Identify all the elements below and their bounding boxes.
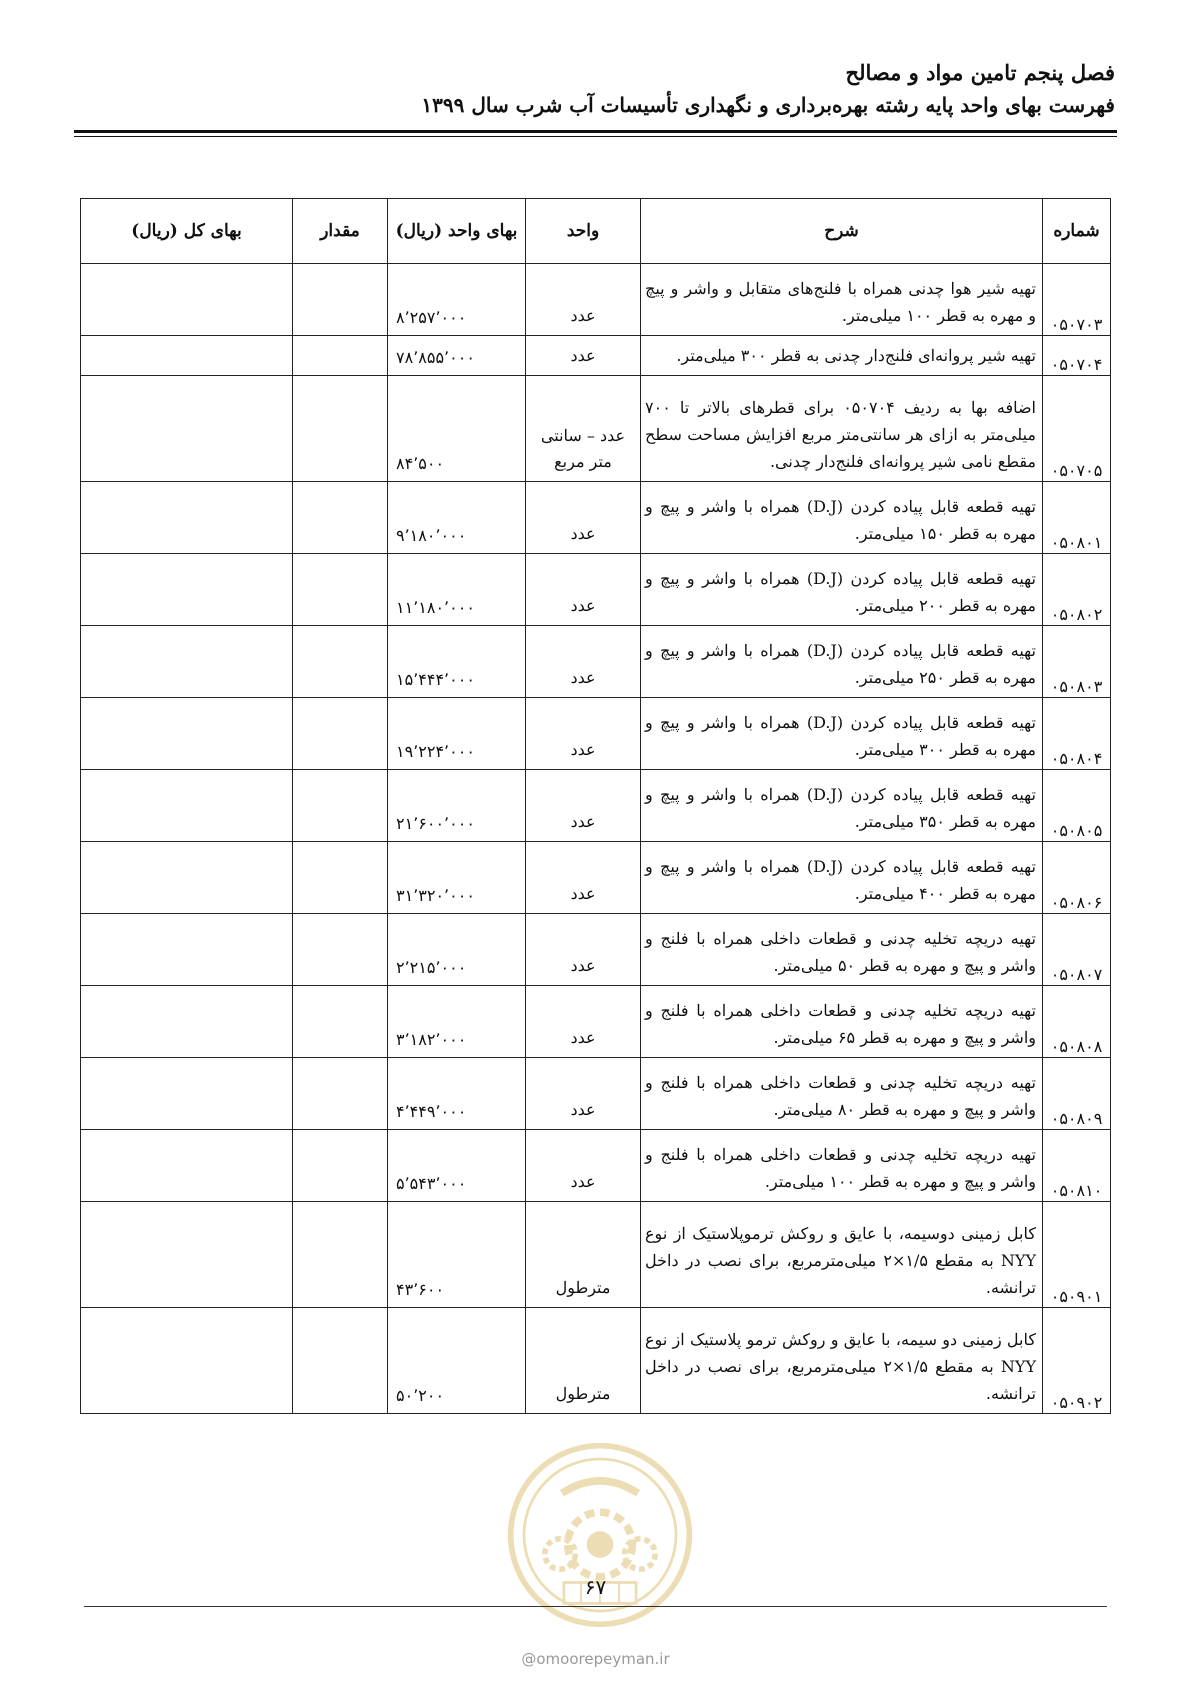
item-unit: عدد <box>526 698 641 770</box>
item-unit: عدد <box>526 1130 641 1202</box>
item-unit-price: ۵۰٬۲۰۰ <box>388 1308 526 1414</box>
item-unit: عدد <box>526 986 641 1058</box>
item-total-price <box>81 698 293 770</box>
page-header <box>75 58 1115 120</box>
item-unit: مترطول <box>526 1202 641 1308</box>
item-quantity <box>293 264 388 336</box>
item-description: تهیه دریچه تخلیه چدنی و قطعات داخلی همراه با فلنج و واشر و پیچ و مهره به قطر ۸۰ میلی‌متر. <box>641 1058 1043 1130</box>
item-quantity <box>293 482 388 554</box>
item-code: ۰۵۰۹۰۲ <box>1043 1308 1111 1414</box>
item-description: تهیه قطعه قابل پیاده کردن (D.J) همراه با واشر و پیچ و مهره به قطر ۲۵۰ میلی‌متر. <box>641 626 1043 698</box>
table-row <box>81 336 1111 376</box>
item-description: تهیه قطعه قابل پیاده کردن (D.J) همراه با واشر و پیچ و مهره به قطر ۳۰۰ میلی‌متر. <box>641 698 1043 770</box>
item-total-price <box>81 626 293 698</box>
item-unit-price: ۹٬۱۸۰٬۰۰۰ <box>388 482 526 554</box>
item-unit-price: ۱۱٬۱۸۰٬۰۰۰ <box>388 554 526 626</box>
footer-rule <box>84 1606 1107 1607</box>
page-number: ۶۷ <box>584 1575 607 1599</box>
column-header-unit-price: بهای واحد (ریال) <box>388 199 526 264</box>
table-row <box>81 914 1111 986</box>
table-row <box>81 698 1111 770</box>
item-description: اضافه بها به ردیف ۰۵۰۷۰۴ برای قطرهای بالاتر تا ۷۰۰ میلی‌متر به ازای هر سانتی‌متر مربع افزایش مساحت سطح مقطع نامی شیر پروانه‌ای فلنج‌دار چدنی. <box>641 376 1043 482</box>
column-header-unit: واحد <box>526 199 641 264</box>
item-description: تهیه دریچه تخلیه چدنی و قطعات داخلی همراه با فلنج و واشر و پیچ و مهره به قطر ۱۰۰ میلی‌متر. <box>641 1130 1043 1202</box>
item-unit: مترطول <box>526 1308 641 1414</box>
item-total-price <box>81 914 293 986</box>
item-description: تهیه دریچه تخلیه چدنی و قطعات داخلی همراه با فلنج و واشر و پیچ و مهره به قطر ۵۰ میلی‌متر. <box>641 914 1043 986</box>
item-unit: عدد <box>526 264 641 336</box>
item-quantity <box>293 376 388 482</box>
column-header-code: شماره <box>1043 199 1111 264</box>
item-quantity <box>293 842 388 914</box>
company-seal-icon <box>505 1440 695 1630</box>
table-row <box>81 770 1111 842</box>
item-description: تهیه قطعه قابل پیاده کردن (D.J) همراه با واشر و پیچ و مهره به قطر ۴۰۰ میلی‌متر. <box>641 842 1043 914</box>
table-row <box>81 1202 1111 1308</box>
item-quantity <box>293 986 388 1058</box>
item-code: ۰۵۰۸۰۱ <box>1043 482 1111 554</box>
table-row <box>81 264 1111 336</box>
item-quantity <box>293 1202 388 1308</box>
item-description: تهیه شیر هوا چدنی همراه با فلنج‌های متقابل و واشر و پیچ و مهره به قطر ۱۰۰ میلی‌متر. <box>641 264 1043 336</box>
item-unit-price: ۸۴٬۵۰۰ <box>388 376 526 482</box>
item-total-price <box>81 986 293 1058</box>
item-unit-price: ۱۹٬۲۲۴٬۰۰۰ <box>388 698 526 770</box>
table-row <box>81 376 1111 482</box>
item-unit-price: ۲۱٬۶۰۰٬۰۰۰ <box>388 770 526 842</box>
item-code: ۰۵۰۷۰۳ <box>1043 264 1111 336</box>
document-subtitle: فهرست بهای واحد پایه رشته بهره‌برداری و نگهداری تأسیسات آب شرب سال ۱۳۹۹ <box>421 93 1115 117</box>
item-code: ۰۵۰۸۰۴ <box>1043 698 1111 770</box>
item-total-price <box>81 376 293 482</box>
item-total-price <box>81 482 293 554</box>
table-row <box>81 1308 1111 1414</box>
item-code: ۰۵۰۸۰۵ <box>1043 770 1111 842</box>
item-total-price <box>81 336 293 376</box>
item-unit: عدد <box>526 336 641 376</box>
item-code: ۰۵۰۸۰۲ <box>1043 554 1111 626</box>
item-code: ۰۵۰۸۰۹ <box>1043 1058 1111 1130</box>
chapter-title: فصل پنجم تامین مواد و مصالح <box>845 60 1115 85</box>
item-description: تهیه قطعه قابل پیاده کردن (D.J) همراه با واشر و پیچ و مهره به قطر ۳۵۰ میلی‌متر. <box>641 770 1043 842</box>
item-description: تهیه شیر پروانه‌ای فلنج‌دار چدنی به قطر ۳۰۰ میلی‌متر. <box>641 336 1043 376</box>
table-header-row <box>81 199 1111 264</box>
item-unit: عدد <box>526 626 641 698</box>
header-rule-thin <box>74 136 1117 137</box>
item-code: ۰۵۰۸۰۷ <box>1043 914 1111 986</box>
item-quantity <box>293 1058 388 1130</box>
item-quantity <box>293 336 388 376</box>
item-code: ۰۵۰۸۰۶ <box>1043 842 1111 914</box>
item-total-price <box>81 842 293 914</box>
item-unit-price: ۳۱٬۳۲۰٬۰۰۰ <box>388 842 526 914</box>
item-total-price <box>81 264 293 336</box>
item-code: ۰۵۰۸۱۰ <box>1043 1130 1111 1202</box>
table-row <box>81 842 1111 914</box>
table-row <box>81 1058 1111 1130</box>
column-header-description: شرح <box>641 199 1043 264</box>
item-unit: عدد <box>526 842 641 914</box>
item-description: کابل زمینی دوسیمه، با عایق و روکش ترموپلاستیک از نوع NYY به مقطع ۱/۵×۲ میلی‌مترمربع، برای نصب در داخل ترانشه. <box>641 1202 1043 1308</box>
item-total-price <box>81 1308 293 1414</box>
item-description: کابل زمینی دو سیمه، با عایق و روکش ترمو پلاستیک از نوع NYY به مقطع ۱/۵×۲ میلی‌مترمربع، برای نصب در داخل ترانشه. <box>641 1308 1043 1414</box>
item-code: ۰۵۰۷۰۴ <box>1043 336 1111 376</box>
table-row <box>81 554 1111 626</box>
item-unit: عدد <box>526 1058 641 1130</box>
item-unit-price: ۸٬۲۵۷٬۰۰۰ <box>388 264 526 336</box>
item-total-price <box>81 1058 293 1130</box>
table-row <box>81 482 1111 554</box>
item-code: ۰۵۰۸۰۸ <box>1043 986 1111 1058</box>
item-total-price <box>81 554 293 626</box>
item-unit-price: ۱۵٬۴۴۴٬۰۰۰ <box>388 626 526 698</box>
item-quantity <box>293 1308 388 1414</box>
item-quantity <box>293 1130 388 1202</box>
item-unit-price: ۳٬۱۸۲٬۰۰۰ <box>388 986 526 1058</box>
item-unit-price: ۷۸٬۸۵۵٬۰۰۰ <box>388 336 526 376</box>
header-rule-thick <box>74 130 1117 133</box>
item-code: ۰۵۰۸۰۳ <box>1043 626 1111 698</box>
table-row <box>81 626 1111 698</box>
item-description: تهیه قطعه قابل پیاده کردن (D.J) همراه با واشر و پیچ و مهره به قطر ۱۵۰ میلی‌متر. <box>641 482 1043 554</box>
item-unit: عدد <box>526 770 641 842</box>
item-unit: عدد <box>526 914 641 986</box>
item-description: تهیه قطعه قابل پیاده کردن (D.J) همراه با واشر و پیچ و مهره به قطر ۲۰۰ میلی‌متر. <box>641 554 1043 626</box>
item-unit-price: ۴٬۴۴۹٬۰۰۰ <box>388 1058 526 1130</box>
website-watermark: @omoorepeyman.ir <box>521 1650 670 1668</box>
table-row <box>81 986 1111 1058</box>
column-header-quantity: مقدار <box>293 199 388 264</box>
item-code: ۰۵۰۹۰۱ <box>1043 1202 1111 1308</box>
item-quantity <box>293 698 388 770</box>
item-quantity <box>293 626 388 698</box>
item-unit-price: ۲٬۲۱۵٬۰۰۰ <box>388 914 526 986</box>
item-unit-price: ۴۳٬۶۰۰ <box>388 1202 526 1308</box>
item-code: ۰۵۰۷۰۵ <box>1043 376 1111 482</box>
item-total-price <box>81 1130 293 1202</box>
table-row <box>81 1130 1111 1202</box>
column-header-total-price: بهای کل (ریال) <box>81 199 293 264</box>
item-unit: عدد <box>526 482 641 554</box>
item-quantity <box>293 770 388 842</box>
price-list-table <box>80 198 1111 1414</box>
item-total-price <box>81 770 293 842</box>
item-unit: عدد <box>526 554 641 626</box>
item-description: تهیه دریچه تخلیه چدنی و قطعات داخلی همراه با فلنج و واشر و پیچ و مهره به قطر ۶۵ میلی‌متر. <box>641 986 1043 1058</box>
item-total-price <box>81 1202 293 1308</box>
item-quantity <box>293 914 388 986</box>
item-unit: عدد – سانتی متر مربع <box>526 376 641 482</box>
item-unit-price: ۵٬۵۴۳٬۰۰۰ <box>388 1130 526 1202</box>
item-quantity <box>293 554 388 626</box>
